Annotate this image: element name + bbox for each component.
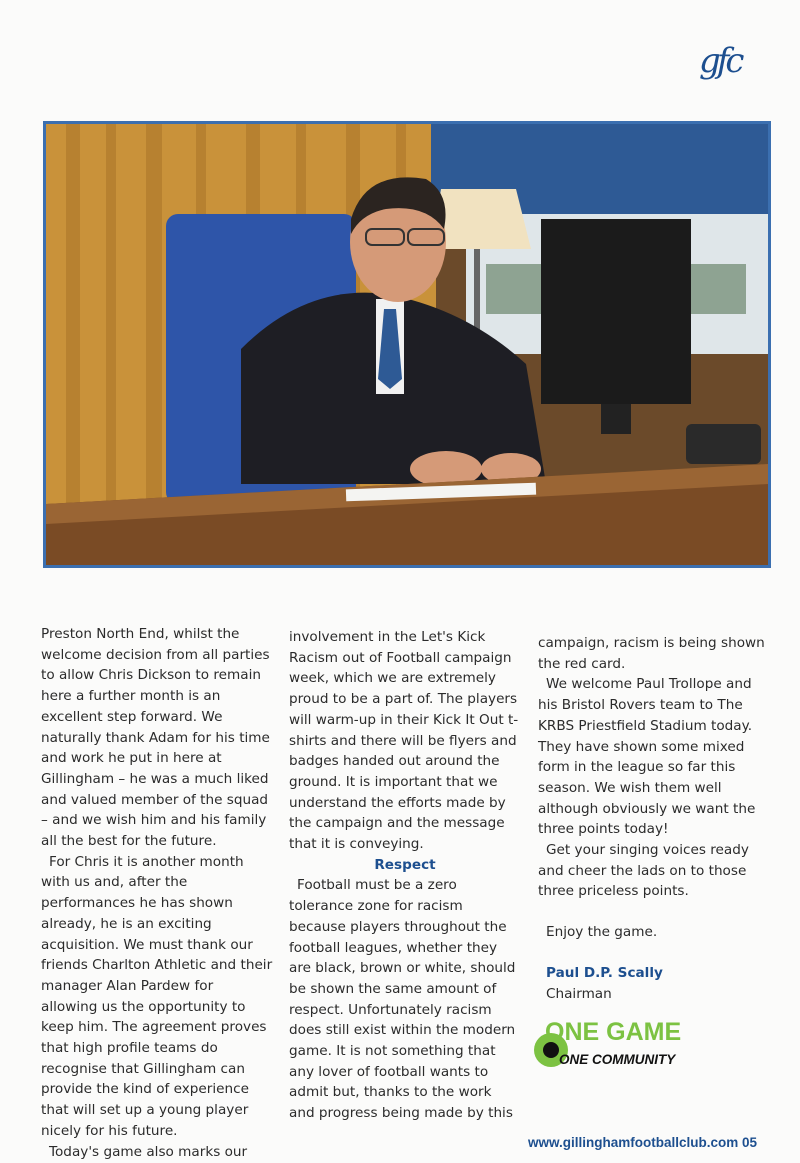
paragraph: We welcome Paul Trollope and his Bristol Rovers team to The KRBS Priestfield Stadium today. They have shown some mixed form in the league so far this season. We wish them well although obviously we want the three points today!: [538, 676, 756, 838]
website-url: www.gillinghamfootballclub.com: [528, 1135, 739, 1150]
logo-line-2: ONE COMMUNITY: [559, 1052, 676, 1067]
signature-name: Paul D.P. Scally: [546, 964, 663, 981]
paragraph: Preston North End, whilst the welcome decision from all parties to allow Chris Dickson to remain here a further month is an excellent step forward. We naturally thank Adam for his time and work he put in here at Gillingham – he was a much liked and valued member of the squad – and we wish him and his family all the best for the future.: [41, 626, 270, 850]
page-footer: [528, 1135, 757, 1150]
text-column-1: [41, 624, 273, 1162]
paragraph: involvement in the Let's Kick Racism out of Football campaign week, which we are extremely proud to be a part of. The players will warm-up in their Kick It Out t-shirts and there will be flyers and badges handed out around the ground. It is important that we understand the efforts made by the campaign and the message that it is conveying.: [289, 629, 519, 853]
club-logo-text: gfc: [699, 41, 741, 81]
paragraph: campaign, racism is being shown the red card.: [538, 635, 765, 672]
club-logo: [697, 38, 775, 88]
paragraph: Football must be a zero tolerance zone for racism because players throughout the football leagues, whether they are black, brown or white, should be shown the same amount of respect. Unfortunately racism does still exist within the modern game. It is not something that any lover of football wants to admit but, thanks to the work and progress being made by this: [289, 877, 516, 1122]
chairman-photo: [43, 121, 771, 568]
text-column-2: [289, 627, 521, 1124]
signature-title: Chairman: [546, 985, 612, 1002]
section-heading: Respect: [374, 856, 436, 873]
chairman-at-desk-illustration: [46, 124, 768, 565]
text-column-3: [538, 633, 770, 1004]
paragraph: For Chris it is another month with us and, after the performances he has shown already, he is an exciting acquisition. We must thank our friends Charlton Athletic and their manager Alan Pardew for allowing us the opportunity to keep him. The agreement proves that high profile teams do recognise that Gillingham can provide the kind of experience that will set up a young player nicely for his future.: [41, 853, 273, 1139]
paragraph: Get your singing voices ready and cheer the lads on to those three priceless points.: [538, 842, 749, 900]
paragraph: Today's game also marks our: [49, 1143, 248, 1160]
page-number: 05: [742, 1135, 758, 1150]
one-game-one-community-logo: [531, 1012, 682, 1074]
closing-line: Enjoy the game.: [546, 924, 658, 941]
logo-line-1: ONE GAME: [545, 1018, 682, 1046]
